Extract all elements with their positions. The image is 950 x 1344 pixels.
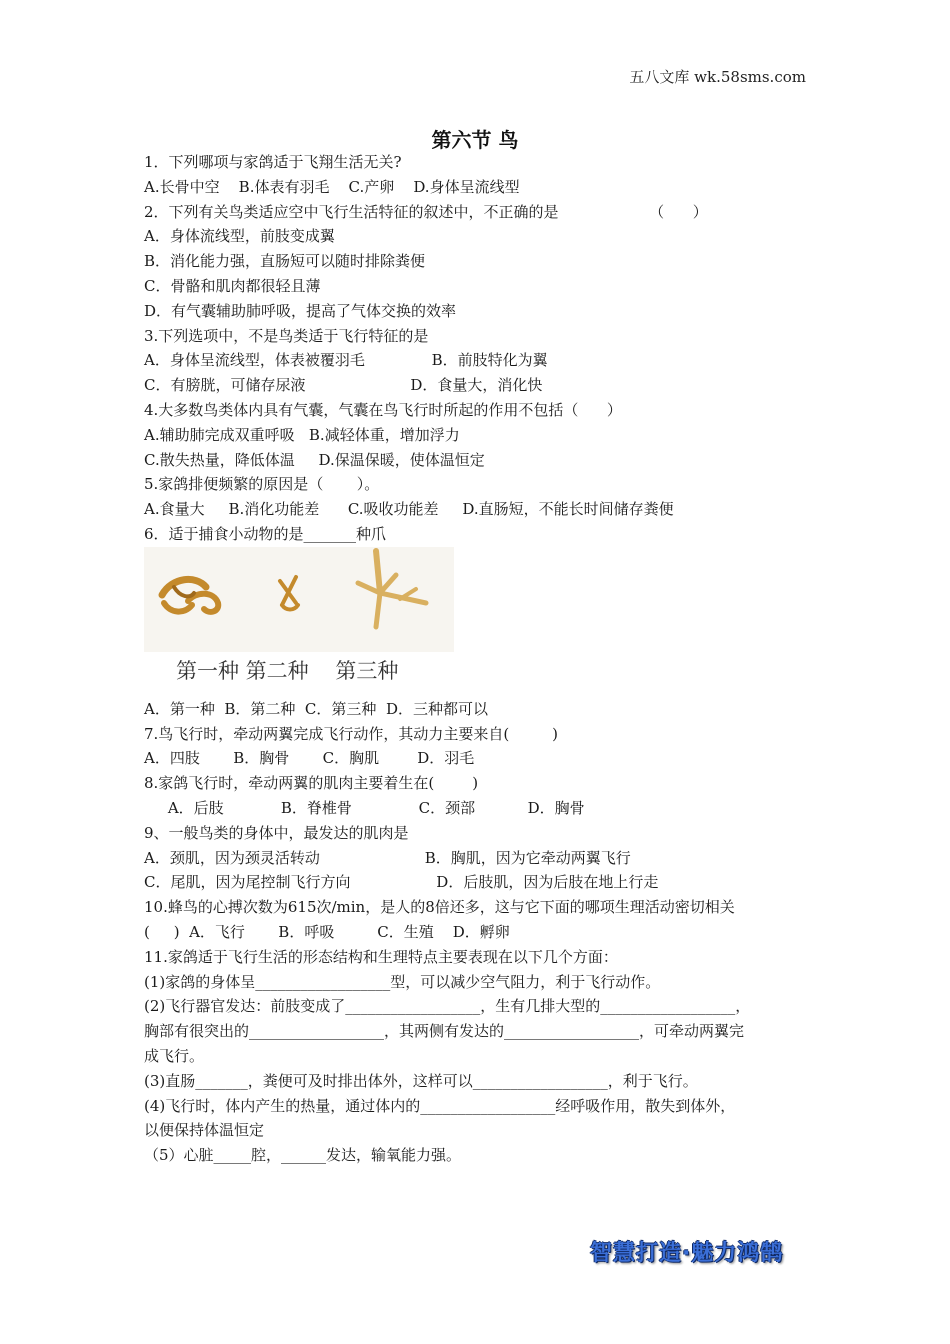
claws-illustration [144, 547, 454, 652]
text-line: A．颈肌，因为颈灵活转动 B．胸肌，因为它牵动两翼飞行 [144, 848, 631, 867]
text-line: A．后肢 B．脊椎骨 C．颈部 D．胸骨 [144, 798, 585, 817]
text-line: A．身体流线型，前肢变成翼 [144, 227, 335, 246]
text-line: A．第一种 B．第二种 C．第三种 D．三种都可以 [144, 699, 488, 718]
text-line: B．消化能力强，直肠短可以随时排除粪便 [144, 252, 426, 271]
text-line: C．尾肌，因为尾控制飞行方向 D．后肢肌，因为后肢在地上行走 [144, 873, 659, 892]
text-line: 7.鸟飞行时，牵动两翼完成飞行动作，其动力主要来自( ) [144, 724, 558, 743]
site-header: 五八文库 wk.58sms.com [629, 68, 806, 86]
text-line: ( ) A．飞行 B．呼吸 C．生殖 D．孵卵 [144, 922, 510, 941]
text-line: A.食量大 B.消化功能差 C.吸收功能差 D.直肠短，不能长时间储存粪便 [144, 500, 674, 519]
text-line: A.辅助肺完成双重呼吸 B.减轻体重，增加浮力 [144, 425, 460, 444]
text-line: A.长骨中空 B.体表有羽毛 C.产卵 D.身体呈流线型 [144, 177, 520, 196]
text-line: (1)家鸽的身体呈__________________型，可以减少空气阻力，利于飞行动作。 [144, 972, 661, 991]
text-line: A．四肢 B．胸骨 C．胸肌 D．羽毛 [144, 749, 475, 768]
section-title: 第六节 鸟 [431, 128, 519, 152]
text-line: 11.家鸽适于飞行生活的形态结构和生理特点主要表现在以下几个方面： [144, 947, 618, 966]
text-line: D．有气囊辅助肺呼吸，提高了气体交换的效率 [144, 301, 457, 320]
text-line: 以便保持体温恒定 [144, 1121, 265, 1140]
text-line: 8.家鸽飞行时，牵动两翼的肌肉主要着生在( ) [144, 774, 479, 793]
text-line: 10.蜂鸟的心搏次数为615次/min，是人的8倍还多，这与它下面的哪项生理活动密切相关 [144, 898, 735, 917]
text-line: 6．适于捕食小动物的是_______种爪 [144, 524, 387, 543]
text-line: （5）心脏_____腔，______发达，输氧能力强。 [144, 1146, 462, 1165]
text-line: 9、一般鸟类的身体中，最发达的肌肉是 [144, 823, 409, 842]
text-line: 3.下列选项中，不是鸟类适于飞行特征的是 [144, 326, 429, 345]
text-line: C．有膀胱，可储存尿液 D．食量大，消化快 [144, 376, 543, 395]
claws-labels: 第一种 第二种 第三种 [176, 658, 399, 683]
text-line: (4)飞行时，体内产生的热量，通过体内的__________________经呼吸作用，散失到体外， [144, 1096, 736, 1115]
text-line: 成飞行。 [144, 1046, 205, 1065]
text-line: 4.大多数鸟类体内具有气囊，气囊在鸟飞行时所起的作用不包括（ ） [144, 400, 622, 419]
text-line: (2)飞行器官发达：前肢变成了__________________，生有几排大型的__________________， [144, 997, 751, 1016]
text-line: C.散失热量，降低体温 D.保温保暖，使体温恒定 [144, 450, 485, 469]
footer-logo: 智慧打造·魅力鸿鹄 [590, 1241, 784, 1266]
question-body [144, 150, 809, 1168]
bird-claws-figure [144, 547, 454, 697]
text-line: 2．下列有关鸟类适应空中飞行生活特征的叙述中，不正确的是 （ ） [144, 202, 708, 221]
text-line: A．身体呈流线型，体表被覆羽毛 B．前肢特化为翼 [144, 351, 548, 370]
text-line: (3)直肠_______，粪便可及时排出体外，这样可以__________________，利于飞行。 [144, 1071, 698, 1090]
text-line: 胸部有很突出的__________________，其两侧有发达的__________________，可牵动两翼完 [144, 1022, 745, 1041]
text-line: 5.家鸽排便频繁的原因是（ ）。 [144, 475, 380, 494]
text-line: C．骨骼和肌肉都很轻且薄 [144, 276, 321, 295]
text-line: 1．下列哪项与家鸽适于飞翔生活无关? [144, 153, 402, 171]
